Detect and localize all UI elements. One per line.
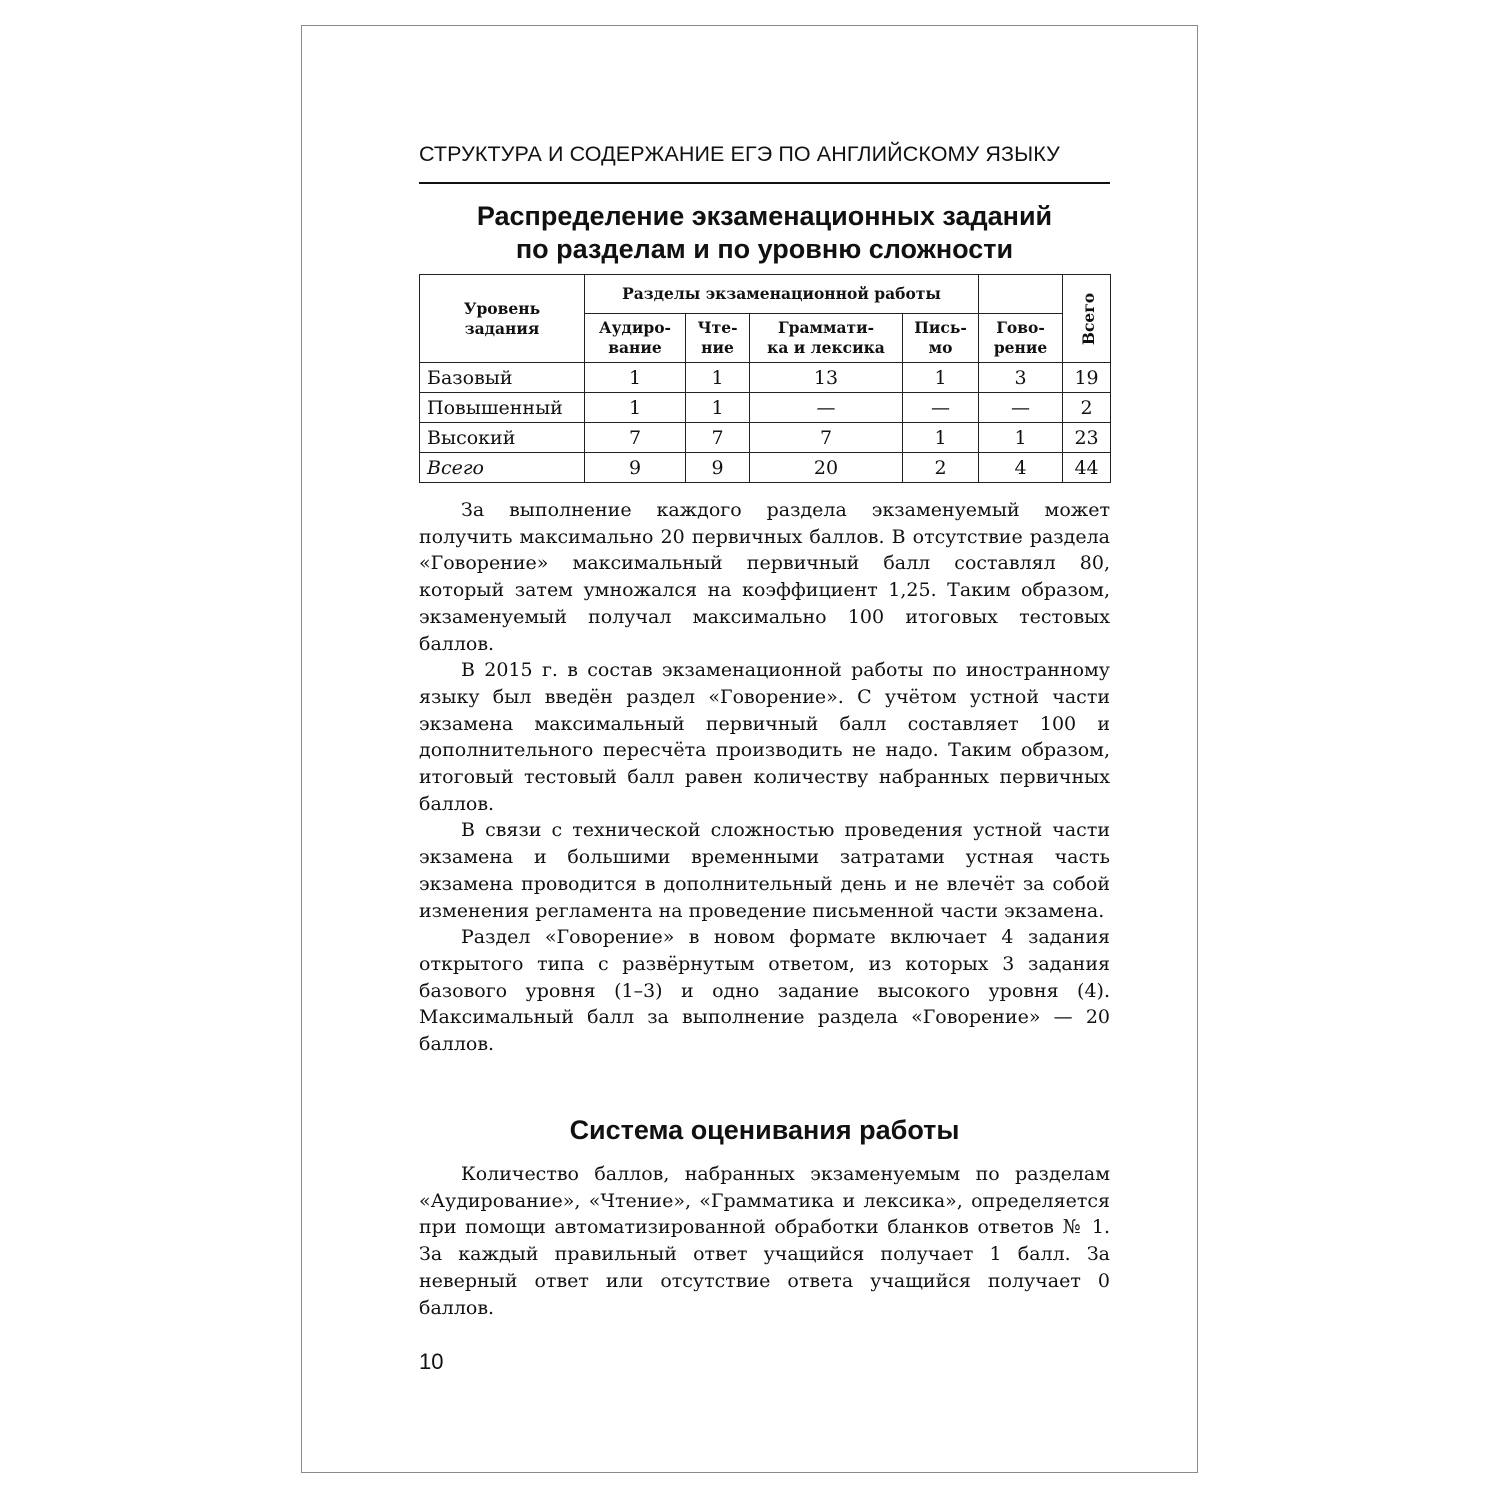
table-cell: 4 (979, 453, 1063, 483)
table-row-total (420, 453, 1111, 483)
table-cell: 2 (903, 453, 979, 483)
table-cell: 1 (585, 363, 686, 393)
table-cell: 7 (750, 423, 903, 453)
table-row (420, 423, 1111, 453)
header-rule (419, 182, 1110, 184)
paragraph: Количество баллов, набранных экзаменуемым по разделам «Аудирование», «Чтение», «Грамматика и лексика», определяется при помощи автоматизированной обработки бланков ответов № 1. За каждый правильный ответ учащийся получает 1 балл. За неверный ответ или отсутствие ответа учащийся получает 0 баллов. (419, 1163, 1110, 1319)
title-line: по разделам и по уровню сложности (515, 234, 1014, 264)
row-label: Базовый (420, 363, 585, 393)
header-total (1063, 275, 1111, 363)
table-cell: 20 (750, 453, 903, 483)
table-cell: — (979, 393, 1063, 423)
section-title-grading: Система оценивания работы (569, 1115, 960, 1145)
table-cell: 1 (903, 363, 979, 393)
table-cell: 3 (979, 363, 1063, 393)
row-label: Всего (420, 453, 585, 483)
grading-text (419, 1161, 1110, 1321)
header-grammar: Граммати- ка и лексика (750, 314, 903, 363)
header-level: Уровень задания (420, 275, 585, 363)
paragraph: В 2015 г. в состав экзаменационной работы по иностранному языку был введён раздел «Говорение». С учётом устной части экзамена максимальный первичный балл составляет 100 и дополнительного пересчёта производить не надо. Таким образом, итоговый тестовый балл равен количеству набранных первичных баллов. (419, 659, 1110, 815)
table-cell: — (903, 393, 979, 423)
header-writing: Пись- мо (903, 314, 979, 363)
table-cell: 7 (686, 423, 750, 453)
page-number: 10 (419, 1349, 444, 1374)
table-cell: 7 (585, 423, 686, 453)
header-sections: Разделы экзаменационной работы (585, 275, 979, 314)
table-cell: 9 (585, 453, 686, 483)
distribution-table (419, 274, 1111, 483)
title-line: Распределение экзаменационных заданий (476, 201, 1053, 231)
table-cell: 1 (903, 423, 979, 453)
table-cell: 44 (1063, 453, 1111, 483)
header-reading: Чте- ние (686, 314, 750, 363)
row-label: Высокий (420, 423, 585, 453)
paragraph: Раздел «Говорение» в новом формате включает 4 задания открытого типа с развёрнутым ответом, из которых 3 задания базового уровня (1–3) и одно задание высокого уровня (4). Максимальный балл за выполнение раздела «Говорение» — 20 баллов. (419, 926, 1110, 1056)
header-listening: Аудиро- вание (585, 314, 686, 363)
table-row (420, 393, 1111, 423)
table-cell: 1 (979, 423, 1063, 453)
table-cell: 1 (686, 393, 750, 423)
table-cell: 9 (686, 453, 750, 483)
row-label: Повышенный (420, 393, 585, 423)
paragraph: В связи с технической сложностью проведения устной части экзамена и большими временными затратами устная часть экзамена проводится в дополнительный день и не влечёт за собой изменения регламента на проведение письменной части экзамена. (419, 819, 1110, 922)
header-total-label: Всего (1079, 292, 1099, 345)
table-cell: — (750, 393, 903, 423)
table-cell: 13 (750, 363, 903, 393)
table-cell: 23 (1063, 423, 1111, 453)
header-empty-cell (979, 275, 1063, 314)
table-cell: 1 (585, 393, 686, 423)
running-head: СТРУКТУРА И СОДЕРЖАНИЕ ЕГЭ ПО АНГЛИЙСКОМУ ЯЗЫКУ (419, 142, 1060, 166)
table-cell: 1 (686, 363, 750, 393)
body-text (419, 497, 1110, 1058)
paragraph: За выполнение каждого раздела экзаменуемый может получить максимально 20 первичных баллов. В отсутствие раздела «Говорение» максимальный первичный балл составлял 80, который затем умножался на коэффициент 1,25. Таким образом, экзаменуемый получал максимально 100 итоговых тестовых баллов. (419, 499, 1110, 655)
table-cell: 19 (1063, 363, 1111, 393)
section-title-distribution (419, 200, 1110, 266)
header-speaking: Гово- рение (979, 314, 1063, 363)
table-cell: 2 (1063, 393, 1111, 423)
table-row (420, 363, 1111, 393)
